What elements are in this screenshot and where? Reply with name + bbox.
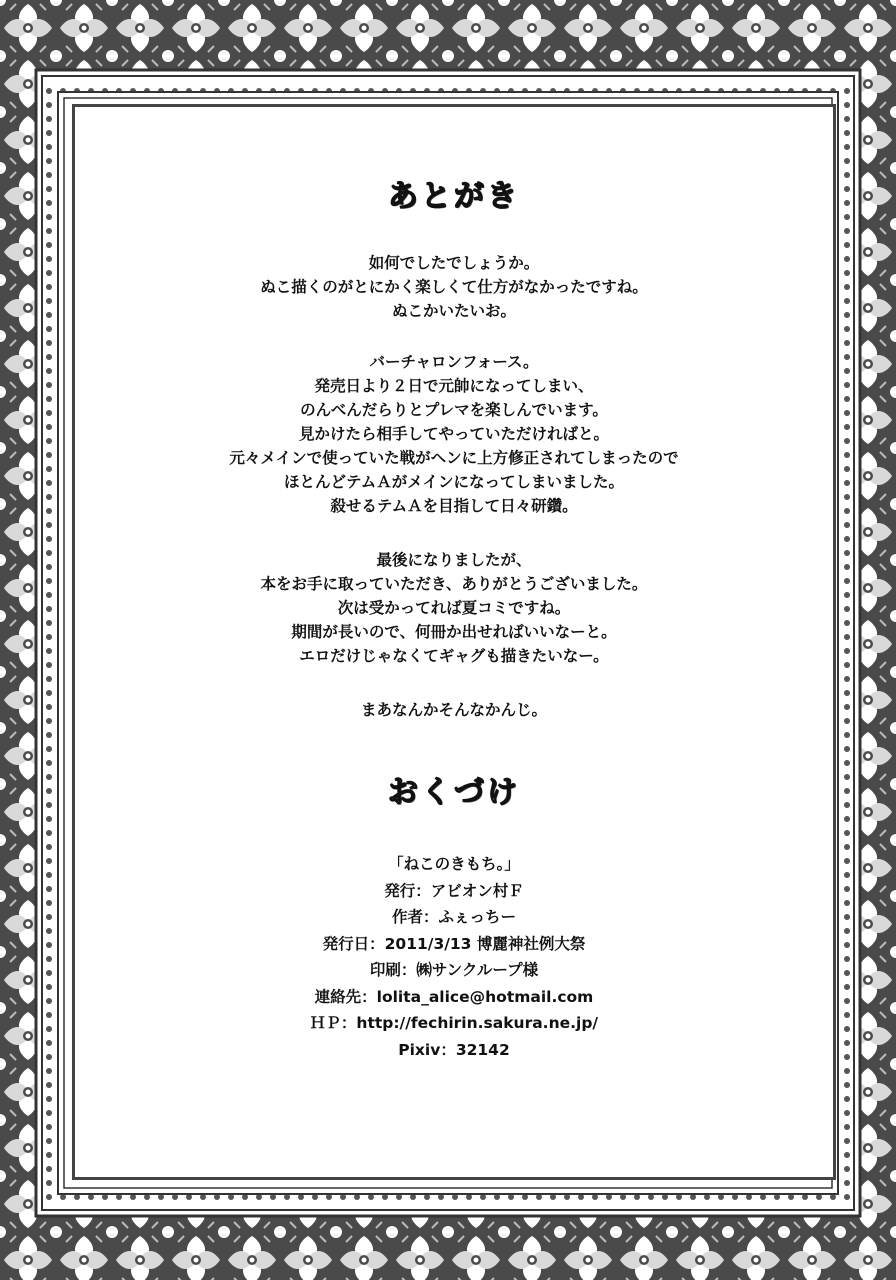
- text-line: のんべんだらりとプレマを楽しんでいます。: [300, 401, 608, 419]
- text-line: バーチャロンフォース。: [369, 353, 539, 371]
- text-line: 期間が長いので、何冊か出せればいいなーと。: [291, 623, 617, 641]
- text-line: 殺せるテムＡを目指して日々研鑽。: [330, 497, 578, 515]
- text-line: 次は受かってれば夏コミですね。: [337, 599, 571, 617]
- text-line: エロだけじゃなくてギャグも描きたいなー。: [299, 647, 609, 665]
- colophon-heading: おくづけ: [388, 775, 520, 810]
- book-title: 「ねこのきもち。」: [388, 855, 520, 873]
- text-line: 発売日より２日で元帥になってしまい、: [314, 377, 594, 395]
- text-line: まあなんかそんなかんじ。: [360, 701, 547, 719]
- text-line: ぬこ描くのがとにかく楽しくて仕方がなかったですね。: [260, 278, 648, 296]
- publish-date-line: 発行日：2011/3/13 博麗神社例大祭: [322, 934, 586, 953]
- afterword-paragraph-4: [75, 698, 833, 722]
- publisher-line: 発行：アビオン村Ｆ: [384, 881, 524, 900]
- text-line: ほとんどテムＡがメインになってしまいました。: [284, 473, 624, 491]
- text-line: 本をお手に取っていただき、ありがとうございました。: [260, 575, 648, 593]
- text-line: 元々メインで使っていた戦がヘンに上方修正されてしまったので: [229, 449, 679, 467]
- pixiv-id: Pixiv：32142: [398, 1040, 510, 1059]
- text-line: 見かけたら相手してやっていただければと。: [298, 425, 609, 443]
- afterword-heading: あとがき: [388, 179, 520, 214]
- contact-email: 連絡先：lolita_alice@hotmail.com: [314, 987, 594, 1006]
- text-line: 最後になりましたが、: [376, 551, 532, 569]
- printer-line: 印刷：㈱サンクループ様: [369, 961, 539, 979]
- author-line: 作者：ふぇっちー: [391, 908, 516, 926]
- text-panel: [72, 104, 836, 1180]
- homepage-url: ＨＰ：http://fechirin.sakura.ne.jp/: [309, 1014, 599, 1032]
- text-line: ぬこかいたいお。: [391, 302, 516, 320]
- afterword-paragraph-1: [75, 251, 833, 323]
- colophon-block: [75, 851, 833, 1063]
- afterword-paragraph-2: [75, 350, 833, 518]
- afterword-paragraph-3: [75, 548, 833, 668]
- text-line: 如何でしたでしょうか。: [368, 254, 540, 272]
